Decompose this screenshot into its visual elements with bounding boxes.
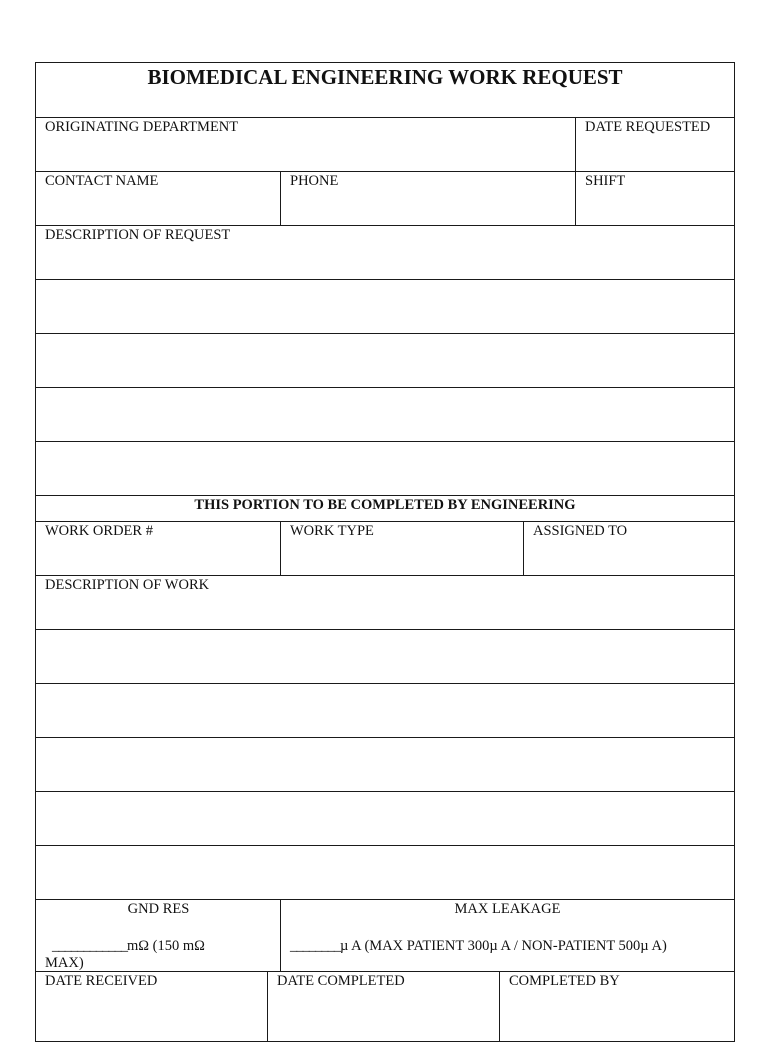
max-leakage-blank: ________ <box>290 938 340 954</box>
gnd-res-label: GND RES <box>127 901 190 917</box>
contact-name-field[interactable] <box>35 171 282 227</box>
work-order-label: WORK ORDER # <box>45 523 153 539</box>
originating-department-field[interactable] <box>35 117 577 173</box>
work-type-label: WORK TYPE <box>290 523 374 539</box>
description-of-request-label: DESCRIPTION OF REQUEST <box>45 227 231 243</box>
work-request-form <box>35 62 735 1042</box>
date-requested-field[interactable] <box>575 117 735 173</box>
description-of-work-line-3[interactable] <box>35 683 735 739</box>
max-leakage-field[interactable] <box>280 899 735 973</box>
phone-field[interactable] <box>280 171 577 227</box>
max-leakage-label: MAX LEAKAGE <box>454 901 561 917</box>
date-completed-field[interactable] <box>267 971 501 1042</box>
assigned-to-label: ASSIGNED TO <box>533 523 628 539</box>
work-type-field[interactable] <box>280 521 525 577</box>
date-received-field[interactable] <box>35 971 269 1042</box>
description-of-work-line-1[interactable] <box>35 575 735 631</box>
gnd-res-unit: mΩ (150 mΩ <box>127 938 205 954</box>
shift-field[interactable] <box>575 171 735 227</box>
gnd-res-blank: ____________ <box>52 938 127 954</box>
max-leakage-entry <box>290 938 667 955</box>
date-received-label: DATE RECEIVED <box>45 973 158 989</box>
description-of-request-line-1[interactable] <box>35 225 735 281</box>
description-of-work-line-5[interactable] <box>35 791 735 847</box>
gnd-res-unit-cont: MAX) <box>45 955 84 971</box>
title-cell <box>35 62 735 118</box>
max-leakage-unit: µ A (MAX PATIENT 300µ A / NON-PATIENT 500µ A) <box>340 938 667 954</box>
date-completed-label: DATE COMPLETED <box>277 973 405 989</box>
description-of-work-line-2[interactable] <box>35 629 735 685</box>
gnd-res-field[interactable] <box>35 899 282 973</box>
phone-label: PHONE <box>290 173 339 189</box>
completed-by-field[interactable] <box>499 971 735 1042</box>
description-of-request-line-2[interactable] <box>35 279 735 335</box>
description-of-request-line-4[interactable] <box>35 387 735 443</box>
date-requested-label: DATE REQUESTED <box>585 119 711 135</box>
gnd-res-entry <box>52 938 205 955</box>
contact-name-label: CONTACT NAME <box>45 173 159 189</box>
description-of-work-line-6[interactable] <box>35 845 735 901</box>
description-of-request-line-5[interactable] <box>35 441 735 497</box>
originating-department-label: ORIGINATING DEPARTMENT <box>45 119 239 135</box>
assigned-to-field[interactable] <box>523 521 735 577</box>
work-order-field[interactable] <box>35 521 282 577</box>
engineering-section-heading: THIS PORTION TO BE COMPLETED BY ENGINEERING <box>194 497 576 513</box>
engineering-section-heading-cell <box>35 495 735 523</box>
description-of-request-line-3[interactable] <box>35 333 735 389</box>
description-of-work-label: DESCRIPTION OF WORK <box>45 577 210 593</box>
form-title: BIOMEDICAL ENGINEERING WORK REQUEST <box>147 65 623 89</box>
completed-by-label: COMPLETED BY <box>509 973 620 989</box>
description-of-work-line-4[interactable] <box>35 737 735 793</box>
shift-label: SHIFT <box>585 173 626 189</box>
